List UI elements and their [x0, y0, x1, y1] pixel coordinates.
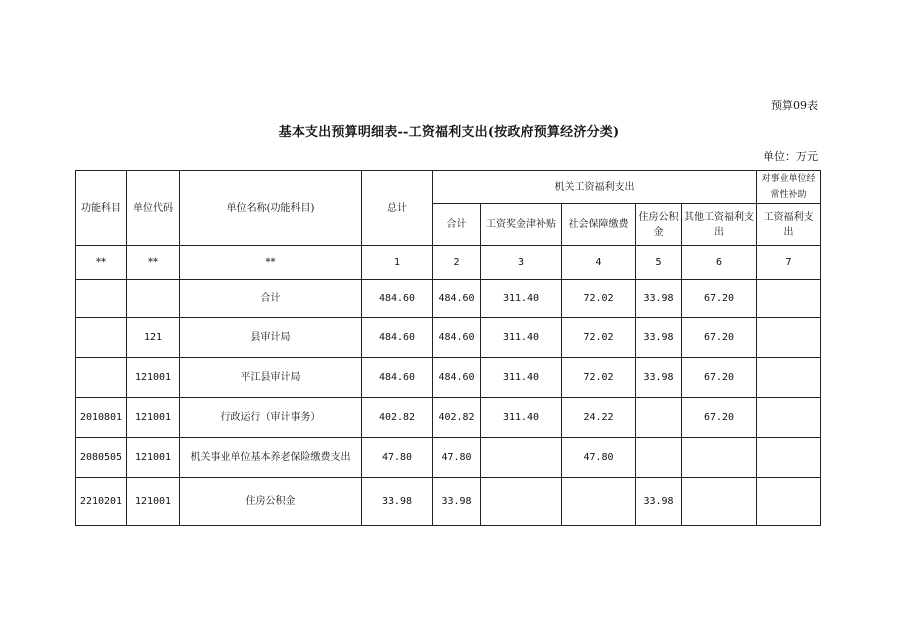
cell-unit-name: 平江县审计局 [180, 358, 362, 398]
header-sub-total: 合计 [433, 204, 481, 246]
index-cell: 7 [757, 246, 821, 280]
cell-sub-total: 47.80 [433, 438, 481, 478]
cell-total: 47.80 [362, 438, 433, 478]
cell-unit-code: 121 [127, 318, 180, 358]
cell-unit-name: 机关事业单位基本养老保险缴费支出 [180, 438, 362, 478]
cell-housing-fund [636, 438, 682, 478]
index-cell: 4 [562, 246, 636, 280]
table-body [76, 246, 821, 526]
cell-social-security [562, 478, 636, 526]
table-row [76, 318, 821, 358]
cell-func-code: 2010801 [76, 398, 127, 438]
header-func-code: 功能科目 [76, 171, 127, 246]
form-number: 预算09表 [771, 99, 818, 112]
cell-func-code: 2080505 [76, 438, 127, 478]
index-cell: ** [76, 246, 127, 280]
cell-subsidy-welfare [757, 280, 821, 318]
cell-wage-bonus: 311.40 [481, 358, 562, 398]
cell-unit-code: 121001 [127, 438, 180, 478]
cell-total: 484.60 [362, 358, 433, 398]
table-row [76, 478, 821, 526]
cell-social-security: 72.02 [562, 318, 636, 358]
cell-unit-code: 121001 [127, 358, 180, 398]
cell-other-welfare: 67.20 [682, 318, 757, 358]
cell-other-welfare [682, 478, 757, 526]
cell-other-welfare: 67.20 [682, 280, 757, 318]
index-cell: 6 [682, 246, 757, 280]
index-cell: 1 [362, 246, 433, 280]
index-cell: ** [127, 246, 180, 280]
cell-wage-bonus: 311.40 [481, 398, 562, 438]
cell-social-security: 72.02 [562, 280, 636, 318]
index-cell: 5 [636, 246, 682, 280]
cell-wage-bonus [481, 478, 562, 526]
cell-subsidy-welfare [757, 438, 821, 478]
unit-label: 单位：万元 [763, 150, 818, 163]
cell-sub-total: 484.60 [433, 280, 481, 318]
cell-wage-bonus: 311.40 [481, 280, 562, 318]
header-total: 总计 [362, 171, 433, 246]
cell-total: 484.60 [362, 318, 433, 358]
cell-func-code: 2210201 [76, 478, 127, 526]
cell-func-code [76, 280, 127, 318]
header-other-welfare: 其他工资福利支出 [682, 204, 757, 246]
cell-sub-total: 484.60 [433, 358, 481, 398]
cell-unit-code: 121001 [127, 478, 180, 526]
header-housing-fund: 住房公积金 [636, 204, 682, 246]
cell-unit-name: 县审计局 [180, 318, 362, 358]
header-group-subsidy: 对事业单位经常性补助 [757, 171, 821, 204]
cell-sub-total: 484.60 [433, 318, 481, 358]
cell-social-security: 24.22 [562, 398, 636, 438]
cell-func-code [76, 318, 127, 358]
page-title: 基本支出预算明细表--工资福利支出(按政府预算经济分类) [278, 125, 620, 140]
index-cell: 2 [433, 246, 481, 280]
header-wage-bonus: 工资奖金津补贴 [481, 204, 562, 246]
cell-total: 402.82 [362, 398, 433, 438]
cell-other-welfare: 67.20 [682, 398, 757, 438]
header-subsidy-welfare: 工资福利支出 [757, 204, 821, 246]
cell-sub-total: 402.82 [433, 398, 481, 438]
cell-wage-bonus [481, 438, 562, 478]
cell-total: 33.98 [362, 478, 433, 526]
cell-subsidy-welfare [757, 318, 821, 358]
cell-subsidy-welfare [757, 398, 821, 438]
cell-housing-fund: 33.98 [636, 318, 682, 358]
table-row [76, 438, 821, 478]
cell-subsidy-welfare [757, 478, 821, 526]
header-social-security: 社会保障缴费 [562, 204, 636, 246]
index-cell: 3 [481, 246, 562, 280]
cell-housing-fund: 33.98 [636, 478, 682, 526]
index-row [76, 246, 821, 280]
cell-unit-name: 行政运行（审计事务） [180, 398, 362, 438]
cell-total: 484.60 [362, 280, 433, 318]
cell-unit-code [127, 280, 180, 318]
cell-other-welfare [682, 438, 757, 478]
budget-table [75, 170, 821, 526]
cell-housing-fund [636, 398, 682, 438]
cell-func-code [76, 358, 127, 398]
cell-subsidy-welfare [757, 358, 821, 398]
cell-unit-name: 合计 [180, 280, 362, 318]
cell-other-welfare: 67.20 [682, 358, 757, 398]
table-header [76, 171, 821, 246]
cell-housing-fund: 33.98 [636, 280, 682, 318]
table-row [76, 398, 821, 438]
header-unit-name: 单位名称(功能科目) [180, 171, 362, 246]
table-row [76, 358, 821, 398]
cell-social-security: 72.02 [562, 358, 636, 398]
cell-unit-name: 住房公积金 [180, 478, 362, 526]
header-unit-code: 单位代码 [127, 171, 180, 246]
cell-sub-total: 33.98 [433, 478, 481, 526]
cell-unit-code: 121001 [127, 398, 180, 438]
cell-housing-fund: 33.98 [636, 358, 682, 398]
cell-wage-bonus: 311.40 [481, 318, 562, 358]
header-group-agency: 机关工资福利支出 [433, 171, 757, 204]
index-cell: ** [180, 246, 362, 280]
cell-social-security: 47.80 [562, 438, 636, 478]
table-row [76, 280, 821, 318]
